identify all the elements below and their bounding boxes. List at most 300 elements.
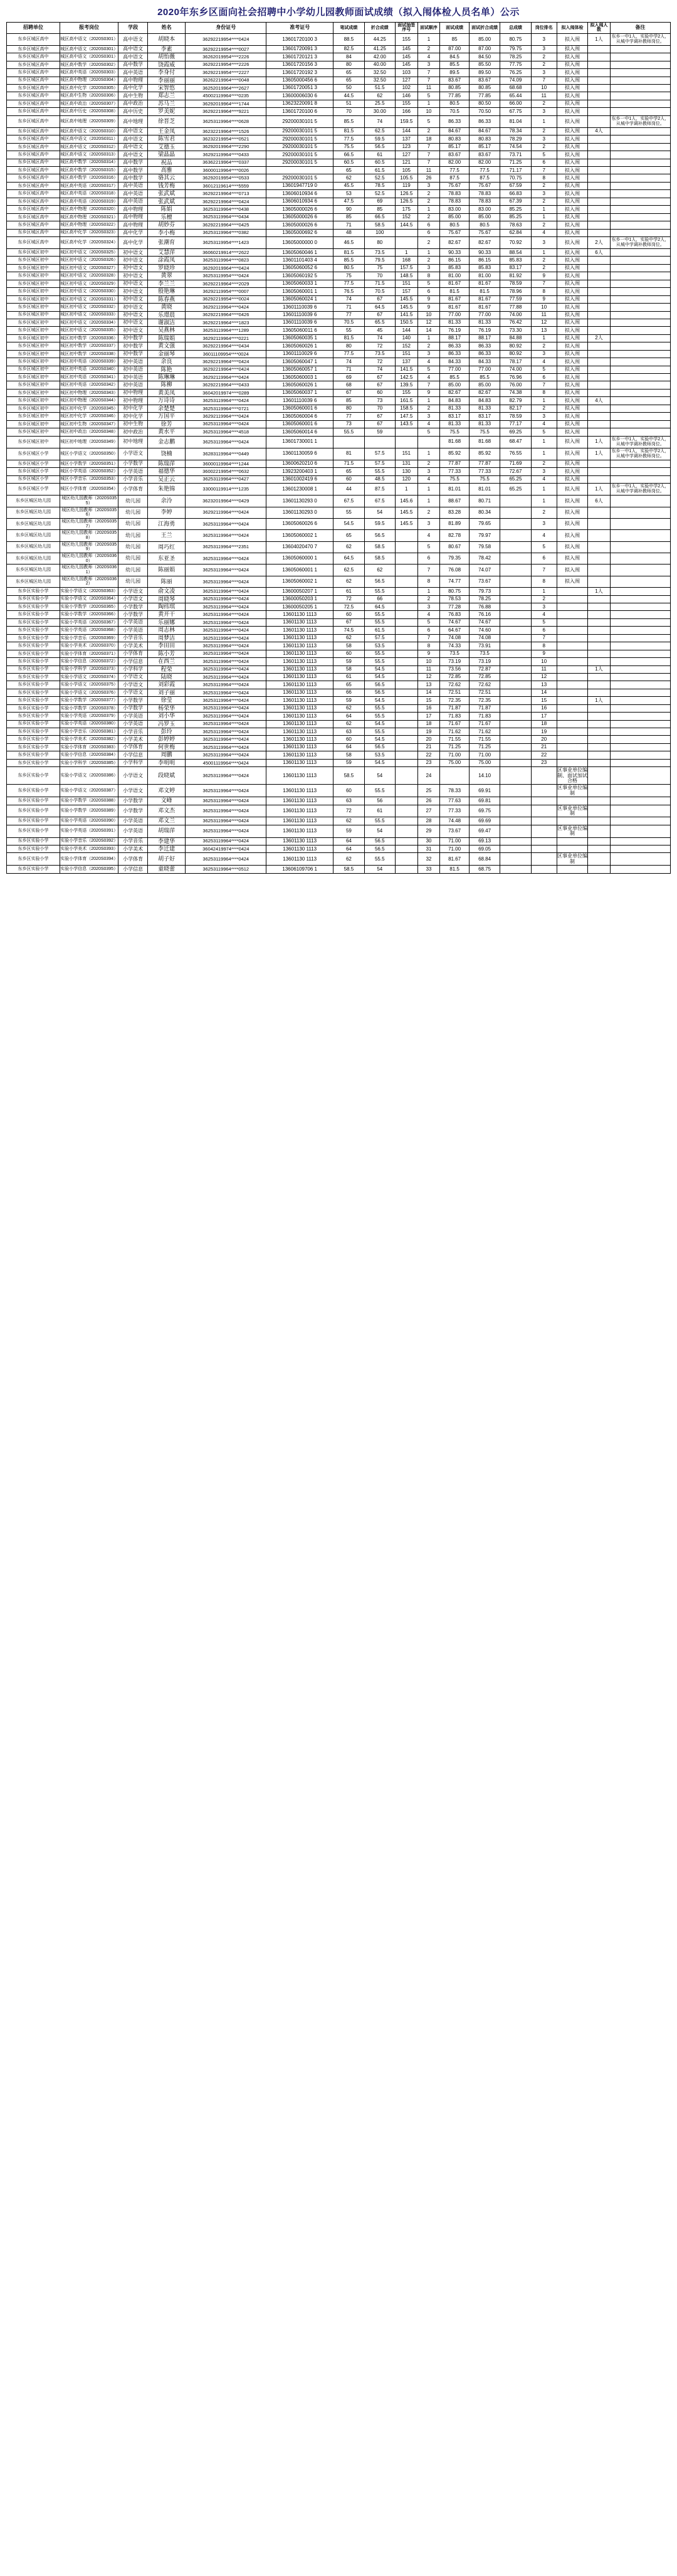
row-unit: 东乡区实验小学 bbox=[7, 681, 60, 689]
row-written-score: 63 bbox=[333, 797, 364, 805]
row-unit: 东乡区城区初中 bbox=[7, 272, 60, 280]
row-total-score bbox=[500, 611, 531, 618]
row-interview-score: 77.00 bbox=[440, 366, 470, 373]
row-interview-score: 80.5 bbox=[440, 221, 470, 229]
row-draw-number: 130 bbox=[395, 468, 417, 475]
col-remark: 备注 bbox=[610, 23, 670, 34]
row-id-number: 36253119964****0424 bbox=[186, 658, 266, 665]
row-segment: 小学英语 bbox=[118, 627, 148, 634]
row-interview-score: 85.17 bbox=[440, 143, 470, 151]
row-remark bbox=[610, 420, 670, 428]
row-unit: 东乡区实验小学 bbox=[7, 673, 60, 681]
row-medical-candidate: 拟入闱 bbox=[557, 249, 587, 257]
row-id-number: 36253119964****0424 bbox=[186, 837, 266, 845]
row-candidate-count bbox=[588, 743, 611, 751]
table-row bbox=[7, 767, 671, 785]
row-medical-candidate bbox=[557, 618, 587, 626]
row-interview-order: 2 bbox=[417, 45, 440, 53]
row-interview-converted: 84.67 bbox=[469, 127, 500, 135]
row-ticket-number: 13605060002 1 bbox=[266, 576, 333, 587]
row-unit: 东乡区城区小学 bbox=[7, 448, 60, 460]
row-unit: 东乡区城区初中 bbox=[7, 304, 60, 311]
row-post: 城区幼儿园教师（2020S0356） bbox=[60, 507, 118, 518]
row-post-rank: 1 bbox=[531, 206, 557, 213]
row-medical-candidate: 拟入闱 bbox=[557, 221, 587, 229]
row-interview-order: 11 bbox=[417, 84, 440, 92]
row-remark bbox=[610, 642, 670, 650]
row-ticket-number: 29200030101 5 bbox=[266, 151, 333, 159]
row-post-rank: 6 bbox=[531, 159, 557, 166]
row-segment: 高中数学 bbox=[118, 61, 148, 68]
row-interview-order: 1 bbox=[417, 448, 440, 460]
row-name: 徐晋芝 bbox=[147, 115, 185, 127]
row-post-rank bbox=[531, 767, 557, 785]
row-interview-order: 4 bbox=[417, 374, 440, 381]
row-total-score: 69.25 bbox=[500, 428, 531, 436]
row-id-number: 36253119964****0424 bbox=[186, 650, 266, 657]
row-ticket-number: 13605060026 6 bbox=[266, 518, 333, 529]
row-segment: 高中历史 bbox=[118, 108, 148, 115]
row-remark bbox=[610, 272, 670, 280]
row-name: 李丽丽 bbox=[147, 77, 185, 84]
row-medical-candidate bbox=[557, 627, 587, 634]
row-written-converted: 80 bbox=[364, 236, 395, 248]
row-interview-converted: 87.5 bbox=[469, 174, 500, 182]
row-post: 城区高中英语（2020S0318） bbox=[60, 190, 118, 198]
row-ticket-number: 13601720192 3 bbox=[266, 69, 333, 77]
row-interview-order: 3 bbox=[417, 518, 440, 529]
row-written-converted: 61.5 bbox=[364, 167, 395, 174]
row-written-converted: 57.5 bbox=[364, 634, 395, 642]
row-medical-candidate: 区事业单位编制 bbox=[557, 825, 587, 837]
row-name: 余良 bbox=[147, 358, 185, 366]
row-ticket-number: 13605060004 6 bbox=[266, 413, 333, 420]
row-segment: 小学语文 bbox=[118, 588, 148, 595]
row-written-converted: 67 bbox=[364, 295, 395, 303]
row-post: 实验小学科学（2020S0373） bbox=[60, 665, 118, 673]
row-total-score: 76.96 bbox=[500, 374, 531, 381]
row-medical-candidate bbox=[557, 736, 587, 743]
row-medical-candidate bbox=[557, 728, 587, 736]
row-written-score: 64 bbox=[333, 845, 364, 853]
row-written-score: 62 bbox=[333, 720, 364, 728]
row-interview-score: 72.51 bbox=[440, 689, 470, 696]
row-post-rank: 15 bbox=[531, 697, 557, 704]
row-ticket-number: 13605060000 1 bbox=[266, 553, 333, 564]
row-draw-number: 145.5 bbox=[395, 304, 417, 311]
row-id-number: 36253119964****0424 bbox=[186, 713, 266, 720]
row-segment: 小学语文 bbox=[118, 448, 148, 460]
row-total-score: 85.25 bbox=[500, 206, 531, 213]
row-post-rank: 7 bbox=[531, 564, 557, 576]
row-segment: 小学信息 bbox=[118, 751, 148, 759]
row-remark bbox=[610, 190, 670, 198]
row-draw-number: 103 bbox=[395, 69, 417, 77]
row-draw-number bbox=[395, 428, 417, 436]
row-unit: 东乡区城区初中 bbox=[7, 311, 60, 319]
row-ticket-number: 13600620210 6 bbox=[266, 460, 333, 467]
row-written-converted: 62 bbox=[364, 564, 395, 576]
row-segment: 小学英语 bbox=[118, 713, 148, 720]
table-row bbox=[7, 541, 671, 553]
row-interview-order: 2 bbox=[417, 190, 440, 198]
row-segment: 小学英语 bbox=[118, 468, 148, 475]
row-candidate-count bbox=[588, 374, 611, 381]
row-post: 城区小学体育（2020S0354） bbox=[60, 484, 118, 496]
row-total-score: 74.00 bbox=[500, 366, 531, 373]
row-draw-number bbox=[395, 681, 417, 689]
row-written-converted: 57.5 bbox=[364, 460, 395, 467]
row-ticket-number: 13601110039 6 bbox=[266, 304, 333, 311]
row-interview-score: 83.67 bbox=[440, 77, 470, 84]
row-unit: 东乡区城区高中 bbox=[7, 143, 60, 151]
row-ticket-number: 13601130 1113 bbox=[266, 817, 333, 825]
row-draw-number bbox=[395, 603, 417, 611]
row-id-number: 36253119964****0424 bbox=[186, 642, 266, 650]
row-remark bbox=[610, 728, 670, 736]
row-interview-order: 9 bbox=[417, 295, 440, 303]
row-medical-candidate: 拟入闱 bbox=[557, 288, 587, 295]
row-ticket-number: 13601130293 0 bbox=[266, 496, 333, 507]
row-id-number: 45002119964****0235 bbox=[186, 92, 266, 100]
row-segment: 高中化学 bbox=[118, 229, 148, 236]
row-post: 城区高中生物（2020S0306） bbox=[60, 92, 118, 100]
row-draw-number: 146 bbox=[395, 92, 417, 100]
row-interview-converted: 88.17 bbox=[469, 334, 500, 342]
row-ticket-number: 13923200403 1 bbox=[266, 468, 333, 475]
row-written-converted: 60.5 bbox=[364, 159, 395, 166]
row-medical-candidate: 拟入闱 bbox=[557, 436, 587, 448]
row-post: 城区初中数学（2020S0336） bbox=[60, 334, 118, 342]
row-interview-score: 82.00 bbox=[440, 159, 470, 166]
row-id-number: 36292219964****0424 bbox=[186, 198, 266, 205]
row-name: 郑志兰 bbox=[147, 92, 185, 100]
row-candidate-count bbox=[588, 541, 611, 553]
row-post-rank: 8 bbox=[531, 288, 557, 295]
row-id-number: 36012119614****5559 bbox=[186, 182, 266, 189]
row-interview-order: 1 bbox=[417, 397, 440, 405]
row-written-converted: 59.5 bbox=[364, 518, 395, 529]
row-interview-converted: 77.85 bbox=[469, 92, 500, 100]
row-medical-candidate: 拟入闱 bbox=[557, 484, 587, 496]
row-draw-number: 131 bbox=[395, 460, 417, 467]
row-name: 俞文凌 bbox=[147, 588, 185, 595]
row-interview-converted: 69.81 bbox=[469, 797, 500, 805]
row-unit: 东乡区城区高中 bbox=[7, 100, 60, 107]
row-post-rank: 5 bbox=[531, 618, 557, 626]
row-remark bbox=[610, 681, 670, 689]
row-post: 城区高中英语（2020S0319） bbox=[60, 198, 118, 205]
row-ticket-number: 13605060026 1 bbox=[266, 342, 333, 350]
row-medical-candidate: 拟入闱 bbox=[557, 229, 587, 236]
row-id-number: 36253119964****0424 bbox=[186, 720, 266, 728]
row-interview-score: 74.67 bbox=[440, 618, 470, 626]
row-name: 陈琳琳 bbox=[147, 374, 185, 381]
row-segment: 小学英语 bbox=[118, 720, 148, 728]
row-written-score: 75.5 bbox=[333, 143, 364, 151]
row-id-number: 36292219954****2226 bbox=[186, 61, 266, 68]
row-draw-number: 151 bbox=[395, 448, 417, 460]
row-medical-candidate: 拟入闱 bbox=[557, 236, 587, 248]
row-remark bbox=[610, 767, 670, 785]
row-interview-order: 10 bbox=[417, 108, 440, 115]
row-post-rank: 7 bbox=[531, 167, 557, 174]
row-interview-score: 87.00 bbox=[440, 45, 470, 53]
row-segment: 高中数学 bbox=[118, 159, 148, 166]
row-post: 实验小学英语（2020S0367） bbox=[60, 618, 118, 626]
row-unit: 东乡区城区初中 bbox=[7, 334, 60, 342]
row-interview-score: 88.17 bbox=[440, 334, 470, 342]
row-segment: 高中物理 bbox=[118, 206, 148, 213]
table-row bbox=[7, 174, 671, 182]
row-written-score: 75 bbox=[333, 272, 364, 280]
row-unit: 东乡区城区高中 bbox=[7, 135, 60, 143]
table-row bbox=[7, 45, 671, 53]
row-written-score: 62 bbox=[333, 634, 364, 642]
row-total-score: 78.59 bbox=[500, 280, 531, 287]
row-interview-converted: 68.84 bbox=[469, 853, 500, 866]
row-draw-number bbox=[395, 853, 417, 866]
table-row bbox=[7, 264, 671, 272]
row-interview-score: 74.77 bbox=[440, 576, 470, 587]
row-written-converted: 67.5 bbox=[364, 496, 395, 507]
table-row bbox=[7, 564, 671, 576]
row-post: 实验小学英语（2020S0379） bbox=[60, 713, 118, 720]
row-draw-number: 102 bbox=[395, 84, 417, 92]
row-total-score: 65.25 bbox=[500, 484, 531, 496]
row-id-number: 36292219954****0024 bbox=[186, 295, 266, 303]
row-name: 陈丽 bbox=[147, 576, 185, 587]
row-id-number: 36253119964****0424 bbox=[186, 564, 266, 576]
row-written-score: 70.5 bbox=[333, 319, 364, 326]
row-total-score bbox=[500, 751, 531, 759]
row-post-rank: 1 bbox=[531, 436, 557, 448]
row-unit: 东乡区城区高中 bbox=[7, 77, 60, 84]
row-written-score: 58 bbox=[333, 642, 364, 650]
row-medical-candidate bbox=[557, 650, 587, 657]
row-id-number: 36253119964****0424 bbox=[186, 627, 266, 634]
row-post-rank: 11 bbox=[531, 92, 557, 100]
row-interview-score: 71.00 bbox=[440, 751, 470, 759]
row-post: 城区幼儿园教师（2020S0359） bbox=[60, 541, 118, 553]
row-post-rank: 10 bbox=[531, 84, 557, 92]
row-segment: 初中语文 bbox=[118, 264, 148, 272]
row-id-number: 36253119964****0721 bbox=[186, 405, 266, 412]
row-ticket-number: 29200030101 5 bbox=[266, 115, 333, 127]
row-written-converted: 42.00 bbox=[364, 53, 395, 61]
row-name: 陆晓 bbox=[147, 673, 185, 681]
row-segment: 初中化学 bbox=[118, 405, 148, 412]
row-ticket-number: 13606109706 1 bbox=[266, 866, 333, 873]
row-remark bbox=[610, 797, 670, 805]
table-row bbox=[7, 405, 671, 412]
row-post-rank: 2 bbox=[531, 127, 557, 135]
row-medical-candidate: 拟入闱 bbox=[557, 304, 587, 311]
row-name: 黄文强 bbox=[147, 342, 185, 350]
row-remark bbox=[610, 69, 670, 77]
table-row bbox=[7, 611, 671, 618]
row-name: 陈丽娟 bbox=[147, 564, 185, 576]
row-interview-score: 87.5 bbox=[440, 174, 470, 182]
row-total-score bbox=[500, 673, 531, 681]
row-written-converted: 30.00 bbox=[364, 108, 395, 115]
row-written-score: 59 bbox=[333, 825, 364, 837]
row-interview-order: 10 bbox=[417, 658, 440, 665]
row-candidate-count: 2人 bbox=[588, 236, 611, 248]
row-medical-candidate: 拟入闱 bbox=[557, 69, 587, 77]
table-row bbox=[7, 697, 671, 704]
row-remark bbox=[610, 77, 670, 84]
row-written-score: 53 bbox=[333, 190, 364, 198]
row-remark bbox=[610, 665, 670, 673]
row-name: 在西兰 bbox=[147, 658, 185, 665]
row-written-converted: 61 bbox=[364, 151, 395, 159]
row-interview-order: 12 bbox=[417, 673, 440, 681]
row-id-number: 36253119964****0424 bbox=[186, 817, 266, 825]
row-written-converted: 56.5 bbox=[364, 845, 395, 853]
row-interview-score: 81.67 bbox=[440, 295, 470, 303]
row-draw-number: 155 bbox=[395, 33, 417, 45]
row-interview-converted: 69.13 bbox=[469, 837, 500, 845]
row-interview-score: 73.19 bbox=[440, 658, 470, 665]
row-post: 实验小学英语（2020S0391） bbox=[60, 825, 118, 837]
table-row bbox=[7, 507, 671, 518]
row-interview-order: 7 bbox=[417, 159, 440, 166]
row-interview-converted: 71.87 bbox=[469, 704, 500, 712]
row-name: 罗晓珍 bbox=[147, 264, 185, 272]
row-interview-order: 3 bbox=[417, 350, 440, 358]
table-row bbox=[7, 358, 671, 366]
row-interview-order: 1 bbox=[417, 588, 440, 595]
row-draw-number: 1 bbox=[395, 484, 417, 496]
row-total-score bbox=[500, 767, 531, 785]
row-written-converted: 70 bbox=[364, 272, 395, 280]
row-ticket-number: 13605060192 5 bbox=[266, 272, 333, 280]
row-name: 刘子丽 bbox=[147, 689, 185, 696]
row-written-converted: 54 bbox=[364, 825, 395, 837]
row-remark bbox=[610, 588, 670, 595]
row-post: 城区初中语文（2020S0326） bbox=[60, 257, 118, 264]
row-post-rank: 5 bbox=[531, 541, 557, 553]
table-row bbox=[7, 236, 671, 248]
row-total-score: 68.47 bbox=[500, 436, 531, 448]
row-name: 吴正云 bbox=[147, 475, 185, 483]
table-row bbox=[7, 720, 671, 728]
row-name: 钱芳梅 bbox=[147, 182, 185, 189]
row-unit: 东乡区实验小学 bbox=[7, 845, 60, 853]
row-segment: 初中数学 bbox=[118, 342, 148, 350]
row-segment: 小学英语 bbox=[118, 825, 148, 837]
row-total-score: 78.29 bbox=[500, 135, 531, 143]
row-segment: 小学音乐 bbox=[118, 475, 148, 483]
row-interview-score: 72.85 bbox=[440, 673, 470, 681]
table-row bbox=[7, 100, 671, 107]
row-remark bbox=[610, 264, 670, 272]
row-draw-number: 175 bbox=[395, 206, 417, 213]
row-remark: 东乡一中1人，实验中学2人，从城中学调补教师岗位。 bbox=[610, 448, 670, 460]
row-ticket-number: 13601130 1113 bbox=[266, 785, 333, 797]
row-remark: 东乡一中1人，实验中学2人，从城中学调补教师岗位。 bbox=[610, 484, 670, 496]
row-post-rank: 1 bbox=[531, 334, 557, 342]
row-total-score: 76.55 bbox=[500, 448, 531, 460]
row-written-score: 51 bbox=[333, 100, 364, 107]
row-ticket-number: 13601720091 3 bbox=[266, 45, 333, 53]
row-remark bbox=[610, 304, 670, 311]
row-total-score: 67.59 bbox=[500, 182, 531, 189]
row-post-rank: 8 bbox=[531, 389, 557, 396]
row-written-score: 60.5 bbox=[333, 159, 364, 166]
row-interview-score: 77.63 bbox=[440, 797, 470, 805]
row-post: 城区幼儿园教师（2020S0357） bbox=[60, 518, 118, 529]
row-ticket-number: 13601130 1113 bbox=[266, 627, 333, 634]
row-name: 段晓斌 bbox=[147, 767, 185, 785]
col-interview-score: 面试成绩 bbox=[440, 23, 470, 34]
row-id-number: 36292219954****2227 bbox=[186, 69, 266, 77]
row-interview-converted: 81.5 bbox=[469, 288, 500, 295]
row-post-rank: 3 bbox=[531, 108, 557, 115]
row-post-rank: 2 bbox=[531, 100, 557, 107]
row-unit: 东乡区城区高中 bbox=[7, 159, 60, 166]
row-written-converted: 54.5 bbox=[364, 736, 395, 743]
row-draw-number: 123 bbox=[395, 143, 417, 151]
row-unit: 东乡区城区高中 bbox=[7, 108, 60, 115]
row-id-number: 36292019964****2290 bbox=[186, 143, 266, 151]
row-remark bbox=[610, 541, 670, 553]
row-name: 陈艳 bbox=[147, 366, 185, 373]
row-post-rank: 2 bbox=[531, 507, 557, 518]
row-interview-score: 75.00 bbox=[440, 759, 470, 766]
row-post: 实验小学体育（2020S0383） bbox=[60, 743, 118, 751]
row-unit: 东乡区城区初中 bbox=[7, 350, 60, 358]
row-unit: 东乡区实验小学 bbox=[7, 759, 60, 766]
row-interview-converted: 73.91 bbox=[469, 642, 500, 650]
row-interview-score: 80.67 bbox=[440, 541, 470, 553]
row-draw-number: 168 bbox=[395, 257, 417, 264]
row-interview-converted: 87.00 bbox=[469, 45, 500, 53]
row-segment: 高中物理 bbox=[118, 77, 148, 84]
row-medical-candidate: 拟入闱 bbox=[557, 311, 587, 319]
row-post-rank: 3 bbox=[531, 190, 557, 198]
row-post-rank: 1 bbox=[531, 115, 557, 127]
row-total-score bbox=[500, 665, 531, 673]
row-total-score: 71.69 bbox=[500, 460, 531, 467]
row-id-number: 36060219914****2622 bbox=[186, 249, 266, 257]
row-name: 徐莹 bbox=[147, 697, 185, 704]
row-medical-candidate bbox=[557, 673, 587, 681]
row-id-number: 33000119914****1235 bbox=[186, 484, 266, 496]
row-ticket-number: 13601947719 0 bbox=[266, 182, 333, 189]
row-id-number: 36292019954****0533 bbox=[186, 174, 266, 182]
row-name: 李建华 bbox=[147, 837, 185, 845]
row-total-score: 70.75 bbox=[500, 174, 531, 182]
row-id-number: 36253119964****0427 bbox=[186, 475, 266, 483]
row-draw-number bbox=[395, 658, 417, 665]
row-written-converted: 67 bbox=[364, 413, 395, 420]
row-interview-order: 8 bbox=[417, 272, 440, 280]
row-id-number: 36253119964****0424 bbox=[186, 595, 266, 603]
row-segment: 初中生物 bbox=[118, 420, 148, 428]
row-ticket-number: 13601720100 6 bbox=[266, 108, 333, 115]
row-medical-candidate bbox=[557, 665, 587, 673]
row-ticket-number: 13601730001 1 bbox=[266, 436, 333, 448]
row-remark bbox=[610, 460, 670, 467]
row-id-number: 36253119964****0424 bbox=[186, 553, 266, 564]
row-candidate-count bbox=[588, 634, 611, 642]
row-candidate-count bbox=[588, 728, 611, 736]
row-segment: 小学语文 bbox=[118, 785, 148, 797]
row-candidate-count bbox=[588, 797, 611, 805]
row-unit: 东乡区城区高中 bbox=[7, 151, 60, 159]
